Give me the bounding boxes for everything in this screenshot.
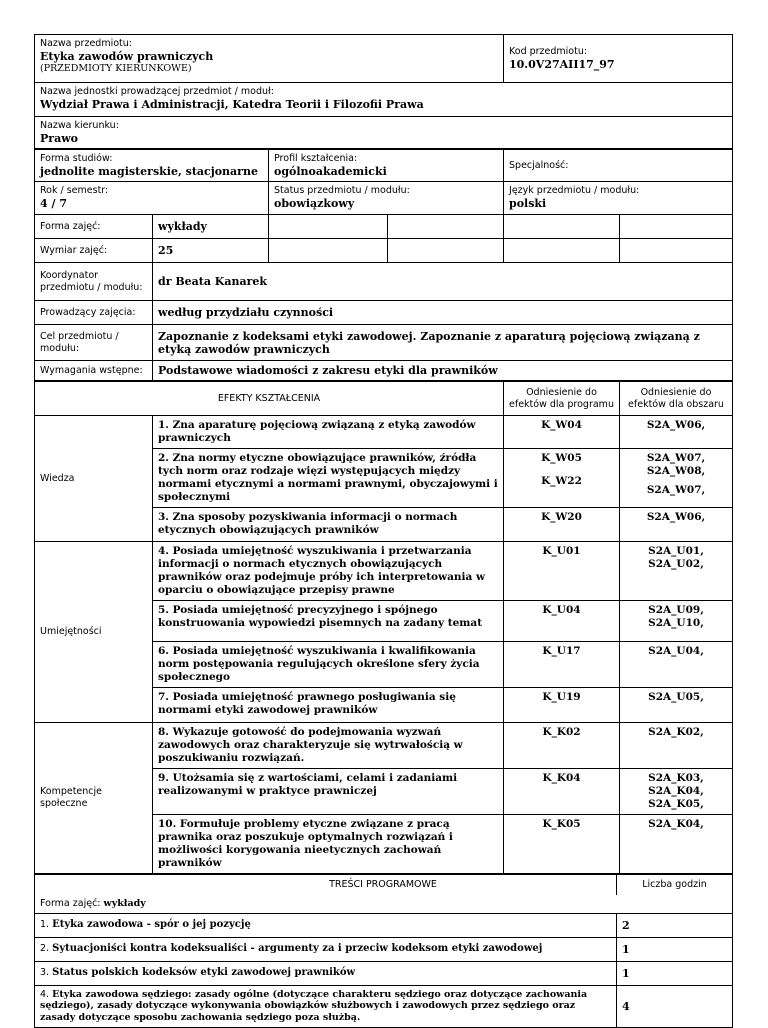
topic-row bbox=[35, 985, 617, 1027]
effects-header: EFEKTY KSZTAŁCENIA bbox=[35, 382, 504, 416]
topic-number: 2. bbox=[40, 943, 53, 954]
spec-cell bbox=[504, 150, 733, 182]
topic-title: Etyka zawodowa sędziego: zasady ogólne (dotyczące charakteru sędziego oraz dotyczące zachowania sędziego), zasady dotyczące wykonywania obowiązków służbowych i zawodowych przez sędziego oraz zasady dotyczące sposobu zachowania sędziego poza służbą. bbox=[40, 988, 588, 1023]
teachers-label: Prowadzący zajęcia: bbox=[35, 301, 153, 325]
area-code: S2A_W07, bbox=[646, 484, 706, 496]
area-code: S2A_W08, bbox=[646, 465, 706, 477]
group-skills: Umiejętności bbox=[35, 542, 153, 723]
program-code: K_K05 bbox=[504, 815, 620, 874]
topic-title: Sytuacjoniści kontra kodeksualiści - argumenty za i przeciw kodeksom etyki zawodowej bbox=[52, 943, 543, 954]
code-label: Kod przedmiotu: bbox=[509, 46, 588, 57]
area-code: S2A_K05, bbox=[648, 798, 704, 810]
coordinator-value: dr Beata Kanarek bbox=[153, 263, 733, 301]
effect-row-9: 9. Utożsamia się z wartościami, celami i zadaniami realizowanymi w praktyce prawniczej bbox=[153, 769, 504, 815]
lang-value: polski bbox=[509, 197, 547, 210]
study-form-value: jednolite magisterskie, stacjonarne bbox=[40, 165, 258, 178]
topic-hours: 4 bbox=[617, 985, 733, 1027]
effect-row-3: 3. Zna sposoby pozyskiwania informacji o normach etycznych obowiązujących prawników bbox=[153, 508, 504, 542]
empty-cell bbox=[620, 239, 733, 263]
study-form-cell bbox=[35, 150, 269, 182]
profile-value: ogólnoakademicki bbox=[274, 165, 387, 178]
subject-cell bbox=[35, 35, 504, 83]
goal-value: Zapoznanie z kodeksami etyki zawodowej. Zapoznanie z aparaturą pojęciową związaną z etyką zawodów prawniczych bbox=[153, 325, 733, 361]
program-code: K_W22 bbox=[541, 475, 582, 487]
code-value: 10.0V27AII17_97 bbox=[509, 58, 615, 71]
area-code: S2A_K03, S2A_K04, bbox=[648, 772, 704, 797]
effect-row-5: 5. Posiada umiejętność precyzyjnego i spójnego konstruowania wypowiedzi pisemnych na zadany temat bbox=[153, 601, 504, 642]
subject-category: (PRZEDMIOTY KIERUNKOWE) bbox=[40, 63, 192, 74]
program-code: K_W04 bbox=[504, 416, 620, 449]
syllabus-page bbox=[34, 34, 732, 1028]
profile-cell bbox=[269, 150, 504, 182]
area-code: S2A_W06, bbox=[620, 416, 733, 449]
status-value: obowiązkowy bbox=[274, 197, 355, 210]
unit-label: Nazwa jednostki prowadzącej przedmiot / moduł: bbox=[40, 86, 274, 97]
effect-row-4: 4. Posiada umiejętność wyszukiwania i przetwarzania informacji o normach etycznych obowiązujących prawników oraz podejmuje próby ich interpretowania w oparciu o obowiązujące przepisy prawne bbox=[153, 542, 504, 601]
effect-row-7: 7. Posiada umiejętność prawnego posługiwania się normami etyki zawodowej prawników bbox=[153, 688, 504, 723]
empty-cell bbox=[269, 215, 388, 239]
content-header: TREŚCI PROGRAMOWE bbox=[35, 875, 617, 895]
area-code: S2A_U09, S2A_U10, bbox=[620, 601, 733, 642]
effect-row-6: 6. Posiada umiejętność wyszukiwania i kwalifikowania norm postępowania regulujących określone sfery życia społecznego bbox=[153, 642, 504, 688]
profile-label: Profil kształcenia: bbox=[274, 153, 358, 164]
group-social: Kompetencje społeczne bbox=[35, 723, 153, 874]
area-code: S2A_U04, bbox=[620, 642, 733, 688]
hours-label: Wymiar zajęć: bbox=[35, 239, 153, 263]
group-knowledge: Wiedza bbox=[35, 416, 153, 542]
topic-row bbox=[35, 961, 617, 985]
content-table bbox=[34, 874, 733, 1028]
study-table bbox=[34, 149, 733, 381]
code-cell bbox=[504, 35, 733, 83]
field-value: Prawo bbox=[40, 132, 79, 145]
empty-cell bbox=[388, 215, 504, 239]
topic-row bbox=[35, 913, 617, 937]
unit-value: Wydział Prawa i Administracji, Katedra Teorii i Filozofii Prawa bbox=[40, 98, 424, 111]
coordinator-label: Koordynator przedmiotu / modułu: bbox=[35, 263, 153, 301]
content-form-cell bbox=[35, 895, 733, 914]
status-cell bbox=[269, 182, 504, 215]
spec-label: Specjalność: bbox=[509, 159, 569, 171]
topic-hours: 1 bbox=[617, 961, 733, 985]
empty-cell bbox=[388, 239, 504, 263]
col-program-header: Odniesienie do efektów dla programu bbox=[504, 382, 620, 416]
area-code: S2A_K04, bbox=[620, 815, 733, 874]
hours-header: Liczba godzin bbox=[617, 875, 733, 895]
area-code: S2A_K02, bbox=[620, 723, 733, 769]
topic-row bbox=[35, 937, 617, 961]
program-code: K_U19 bbox=[504, 688, 620, 723]
topic-hours: 2 bbox=[617, 913, 733, 937]
header-table bbox=[34, 34, 733, 149]
program-code: K_U01 bbox=[504, 542, 620, 601]
subject-label: Nazwa przedmiotu: bbox=[40, 38, 132, 49]
topic-number: 1. bbox=[40, 919, 53, 930]
effect-row-1: 1. Zna aparaturę pojęciową związaną z etyką zawodów prawniczych bbox=[153, 416, 504, 449]
year-cell bbox=[35, 182, 269, 215]
year-label: Rok / semestr: bbox=[40, 185, 109, 196]
lang-label: Język przedmiotu / modułu: bbox=[509, 185, 640, 196]
area-code-cell bbox=[620, 449, 733, 508]
content-form-value: wykłady bbox=[103, 897, 146, 909]
study-form-label: Forma studiów: bbox=[40, 153, 113, 164]
teachers-value: według przydziału czynności bbox=[153, 301, 733, 325]
topic-number: 3. bbox=[40, 967, 53, 978]
hours-value: 25 bbox=[153, 239, 269, 263]
content-form-label: Forma zajęć: bbox=[40, 897, 104, 909]
area-code-cell bbox=[620, 769, 733, 815]
program-code: K_W05 bbox=[541, 452, 582, 464]
topic-title: Etyka zawodowa - spór o jej pozycję bbox=[52, 919, 251, 930]
program-code: K_U04 bbox=[504, 601, 620, 642]
req-value: Podstawowe wiadomości z zakresu etyki dla prawników bbox=[153, 361, 733, 381]
program-code: K_K04 bbox=[504, 769, 620, 815]
program-code: K_U17 bbox=[504, 642, 620, 688]
area-code: S2A_W07, bbox=[646, 452, 706, 464]
col-area-header: Odniesienie do efektów dla obszaru bbox=[620, 382, 733, 416]
class-form-label: Forma zajęć: bbox=[35, 215, 153, 239]
req-label: Wymagania wstępne: bbox=[35, 361, 153, 381]
effect-row-10: 10. Formułuje problemy etyczne związane z pracą prawnika oraz poszukuje optymalnych rozwiązań i możliwości korygowania nieetycznych zachowań prawników bbox=[153, 815, 504, 874]
unit-cell bbox=[35, 83, 733, 117]
year-value: 4 / 7 bbox=[40, 197, 67, 210]
class-form-value: wykłady bbox=[153, 215, 269, 239]
field-cell bbox=[35, 117, 733, 149]
lang-cell bbox=[504, 182, 733, 215]
effect-row-2: 2. Zna normy etyczne obowiązujące prawników, źródła tych norm oraz rodzaje więzi występujących między normami etycznymi a normami prawnymi, obyczajowymi i społecznymi bbox=[153, 449, 504, 508]
area-code: S2A_U05, bbox=[620, 688, 733, 723]
empty-cell bbox=[620, 215, 733, 239]
empty-cell bbox=[504, 239, 620, 263]
subject-name: Etyka zawodów prawniczych bbox=[40, 50, 214, 63]
field-label: Nazwa kierunku: bbox=[40, 120, 119, 131]
program-code: K_K02 bbox=[504, 723, 620, 769]
status-label: Status przedmiotu / modułu: bbox=[274, 185, 410, 196]
program-code: K_W20 bbox=[504, 508, 620, 542]
empty-cell bbox=[269, 239, 388, 263]
effects-table bbox=[34, 381, 733, 874]
topic-hours: 1 bbox=[617, 937, 733, 961]
area-code: S2A_W06, bbox=[620, 508, 733, 542]
program-code-cell bbox=[504, 449, 620, 508]
area-code: S2A_U01, S2A_U02, bbox=[620, 542, 733, 601]
topic-number: 4. bbox=[40, 988, 53, 1000]
topic-title: Status polskich kodeksów etyki zawodowej prawników bbox=[52, 967, 356, 978]
goal-label: Cel przedmiotu / modułu: bbox=[35, 325, 153, 361]
empty-cell bbox=[504, 215, 620, 239]
effect-row-8: 8. Wykazuje gotowość do podejmowania wyzwań zawodowych oraz charakteryzuje się wytrwałością w poszukiwaniu rozwiązań. bbox=[153, 723, 504, 769]
